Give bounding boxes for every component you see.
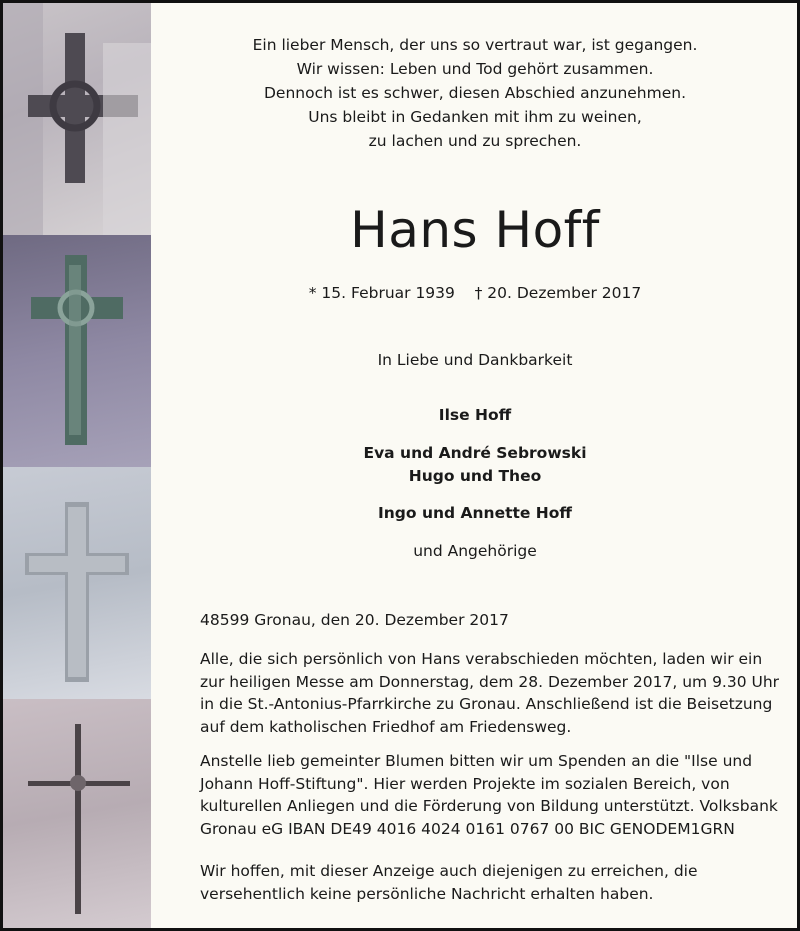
notice-line: versehentlich keine persönliche Nachricht erhalten haben.: [200, 884, 654, 903]
poem-line: Dennoch ist es schwer, diesen Abschied anzunehmen.: [263, 84, 687, 102]
cross-photo-1: [3, 3, 151, 235]
notice-line: Wir hoffen, mit dieser Anzeige auch diejenigen zu erreichen, die: [200, 862, 698, 880]
place-date: [200, 609, 738, 632]
mourner-hugo-theo: Hugo und Theo: [408, 467, 542, 485]
donation-line: Anstelle lieb gemeinter Blumen bitten wir um Spenden an die "Ilse und: [200, 752, 753, 770]
poem-line: Wir wissen: Leben und Tod gehört zusammen.: [296, 60, 654, 78]
cross-photo-strip: [3, 3, 151, 928]
mourner-relatives: und Angehörige: [413, 542, 537, 560]
service-paragraph: [200, 648, 780, 738]
celtic-cross-image: [3, 3, 151, 235]
notice-paragraph: [200, 860, 738, 905]
service-line: Alle, die sich persönlich von Hans verabschieden möchten, laden wir ein: [200, 650, 763, 668]
stone-cross-image: [3, 467, 151, 699]
cross-photo-4: [3, 699, 151, 928]
donation-paragraph: [200, 750, 778, 840]
mourner-ingo-annette: Ingo und Annette Hoff: [378, 504, 572, 522]
deceased-name: Hans Hoff: [350, 201, 600, 259]
cross-photo-2: [3, 235, 151, 467]
poem-line: zu lachen und zu sprechen.: [368, 132, 582, 150]
iron-cross-image: [3, 699, 151, 928]
obituary-text: [153, 3, 797, 928]
poem-line: Uns bleibt in Gedanken mit ihm zu weinen,: [308, 108, 642, 126]
closing-phrase: In Liebe und Dankbarkeit: [377, 351, 573, 369]
mourner-ilse: Ilse Hoff: [438, 406, 512, 424]
service-line: in die St.-Antonius-Pfarrkirche zu Gronau. Anschließend ist die Beisetzung: [200, 695, 773, 713]
place-date-line: 48599 Gronau, den 20. Dezember 2017: [200, 611, 509, 629]
life-dates: [153, 284, 797, 302]
death-date: † 20. Dezember 2017: [474, 284, 642, 302]
donation-line: Gronau eG IBAN DE49 4016 4024 0161 0767 00 BIC GENODEM1GRN: [200, 819, 735, 838]
memorial-poem: [153, 33, 797, 153]
service-line: zur heiligen Messe am Donnerstag, dem 28. Dezember 2017, um 9.30 Uhr: [200, 672, 780, 691]
poem-line: Ein lieber Mensch, der uns so vertraut war, ist gegangen.: [252, 36, 698, 54]
mourner-eva-andre: Eva und André Sebrowski: [363, 444, 587, 462]
service-line: auf dem katholischen Friedhof am Friedensweg.: [200, 717, 572, 736]
donation-line: kulturellen Anliegen und die Förderung von Bildung unterstützt. Volksbank: [200, 797, 778, 815]
donation-line: Johann Hoff-Stiftung". Hier werden Projekte im sozialen Bereich, von: [200, 774, 730, 793]
ornate-cross-image: [3, 235, 151, 467]
birth-date: * 15. Februar 1939: [308, 284, 455, 302]
cross-photo-3: [3, 467, 151, 699]
